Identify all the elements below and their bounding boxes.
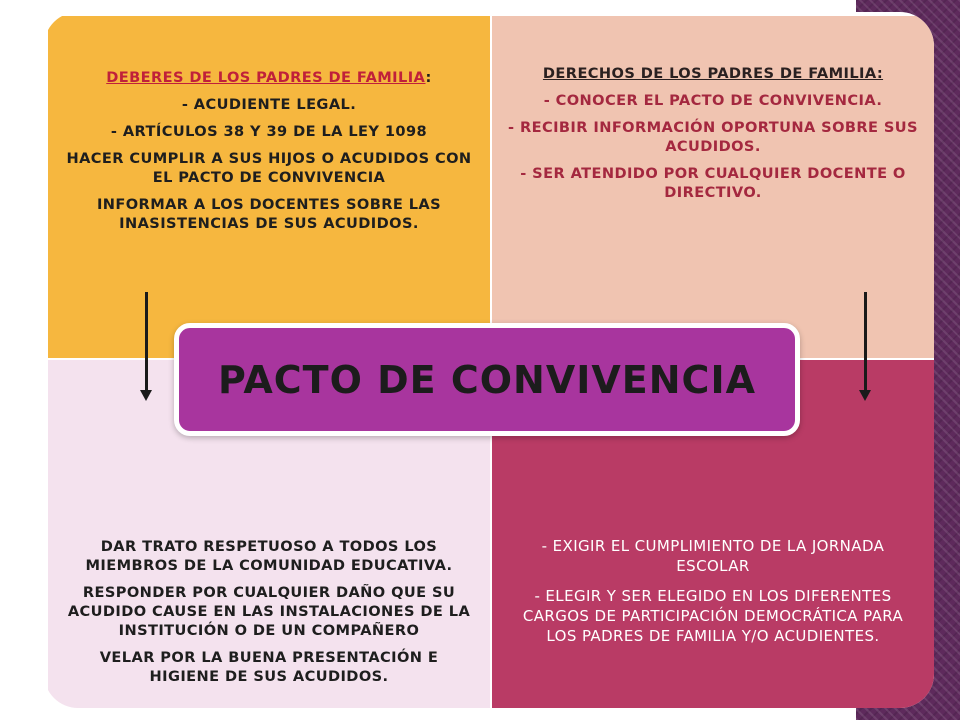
derechos-item: - CONOCER EL PACTO DE CONVIVENCIA.	[543, 92, 883, 109]
center-title: PACTO DE CONVIVENCIA	[218, 357, 756, 402]
deberes-item: - ACUDIENTE LEGAL.	[181, 96, 357, 113]
deberes-title-text: DEBERES DE LOS PADRES DE FAMILIA	[106, 69, 426, 86]
deberes-cont-item: DAR TRATO RESPETUOSO A TODOS LOS MIEMBROS DE LA COMUNIDAD EDUCATIVA.	[85, 538, 453, 574]
down-arrow-right	[864, 292, 867, 392]
center-title-box	[174, 323, 800, 436]
deberes-cont-item: VELAR POR LA BUENA PRESENTACIÓN E HIGIENE DE SUS ACUDIDOS.	[99, 649, 439, 685]
derechos-cont-item: - ELEGIR Y SER ELEGIDO EN LOS DIFERENTES CARGOS DE PARTICIPACIÓN DEMOCRÁTICA PARA LOS PADRES DE FAMILIA Y/O ACUDIENTES.	[522, 587, 904, 645]
down-arrow-left	[145, 292, 148, 392]
derechos-title	[543, 64, 883, 83]
derechos-title-text: DERECHOS DE LOS PADRES DE FAMILIA:	[542, 65, 884, 82]
deberes-item: INFORMAR A LOS DOCENTES SOBRE LAS INASISTENCIAS DE SUS ACUDIDOS.	[96, 196, 442, 232]
derechos-cont-item: - EXIGIR EL CUMPLIMIENTO DE LA JORNADA ESCOLAR	[541, 537, 885, 575]
deberes-item: - ARTÍCULOS 38 Y 39 DE LA LEY 1098	[110, 123, 428, 140]
deberes-item: HACER CUMPLIR A SUS HIJOS O ACUDIDOS CON EL PACTO DE CONVIVENCIA	[66, 150, 472, 186]
derechos-quadrant	[492, 16, 934, 358]
derechos-item: - SER ATENDIDO POR CUALQUIER DOCENTE O DIRECTIVO.	[520, 165, 906, 201]
deberes-title	[106, 68, 432, 87]
derechos-item: - RECIBIR INFORMACIÓN OPORTUNA SOBRE SUS ACUDIDOS.	[508, 119, 918, 155]
deberes-title-suffix: :	[425, 69, 432, 86]
deberes-cont-item: RESPONDER POR CUALQUIER DAÑO QUE SU ACUDIDO CAUSE EN LAS INSTALACIONES DE LA INSTITUCIÓN O DE UN COMPAÑERO	[67, 584, 471, 639]
deberes-quadrant	[48, 16, 490, 358]
